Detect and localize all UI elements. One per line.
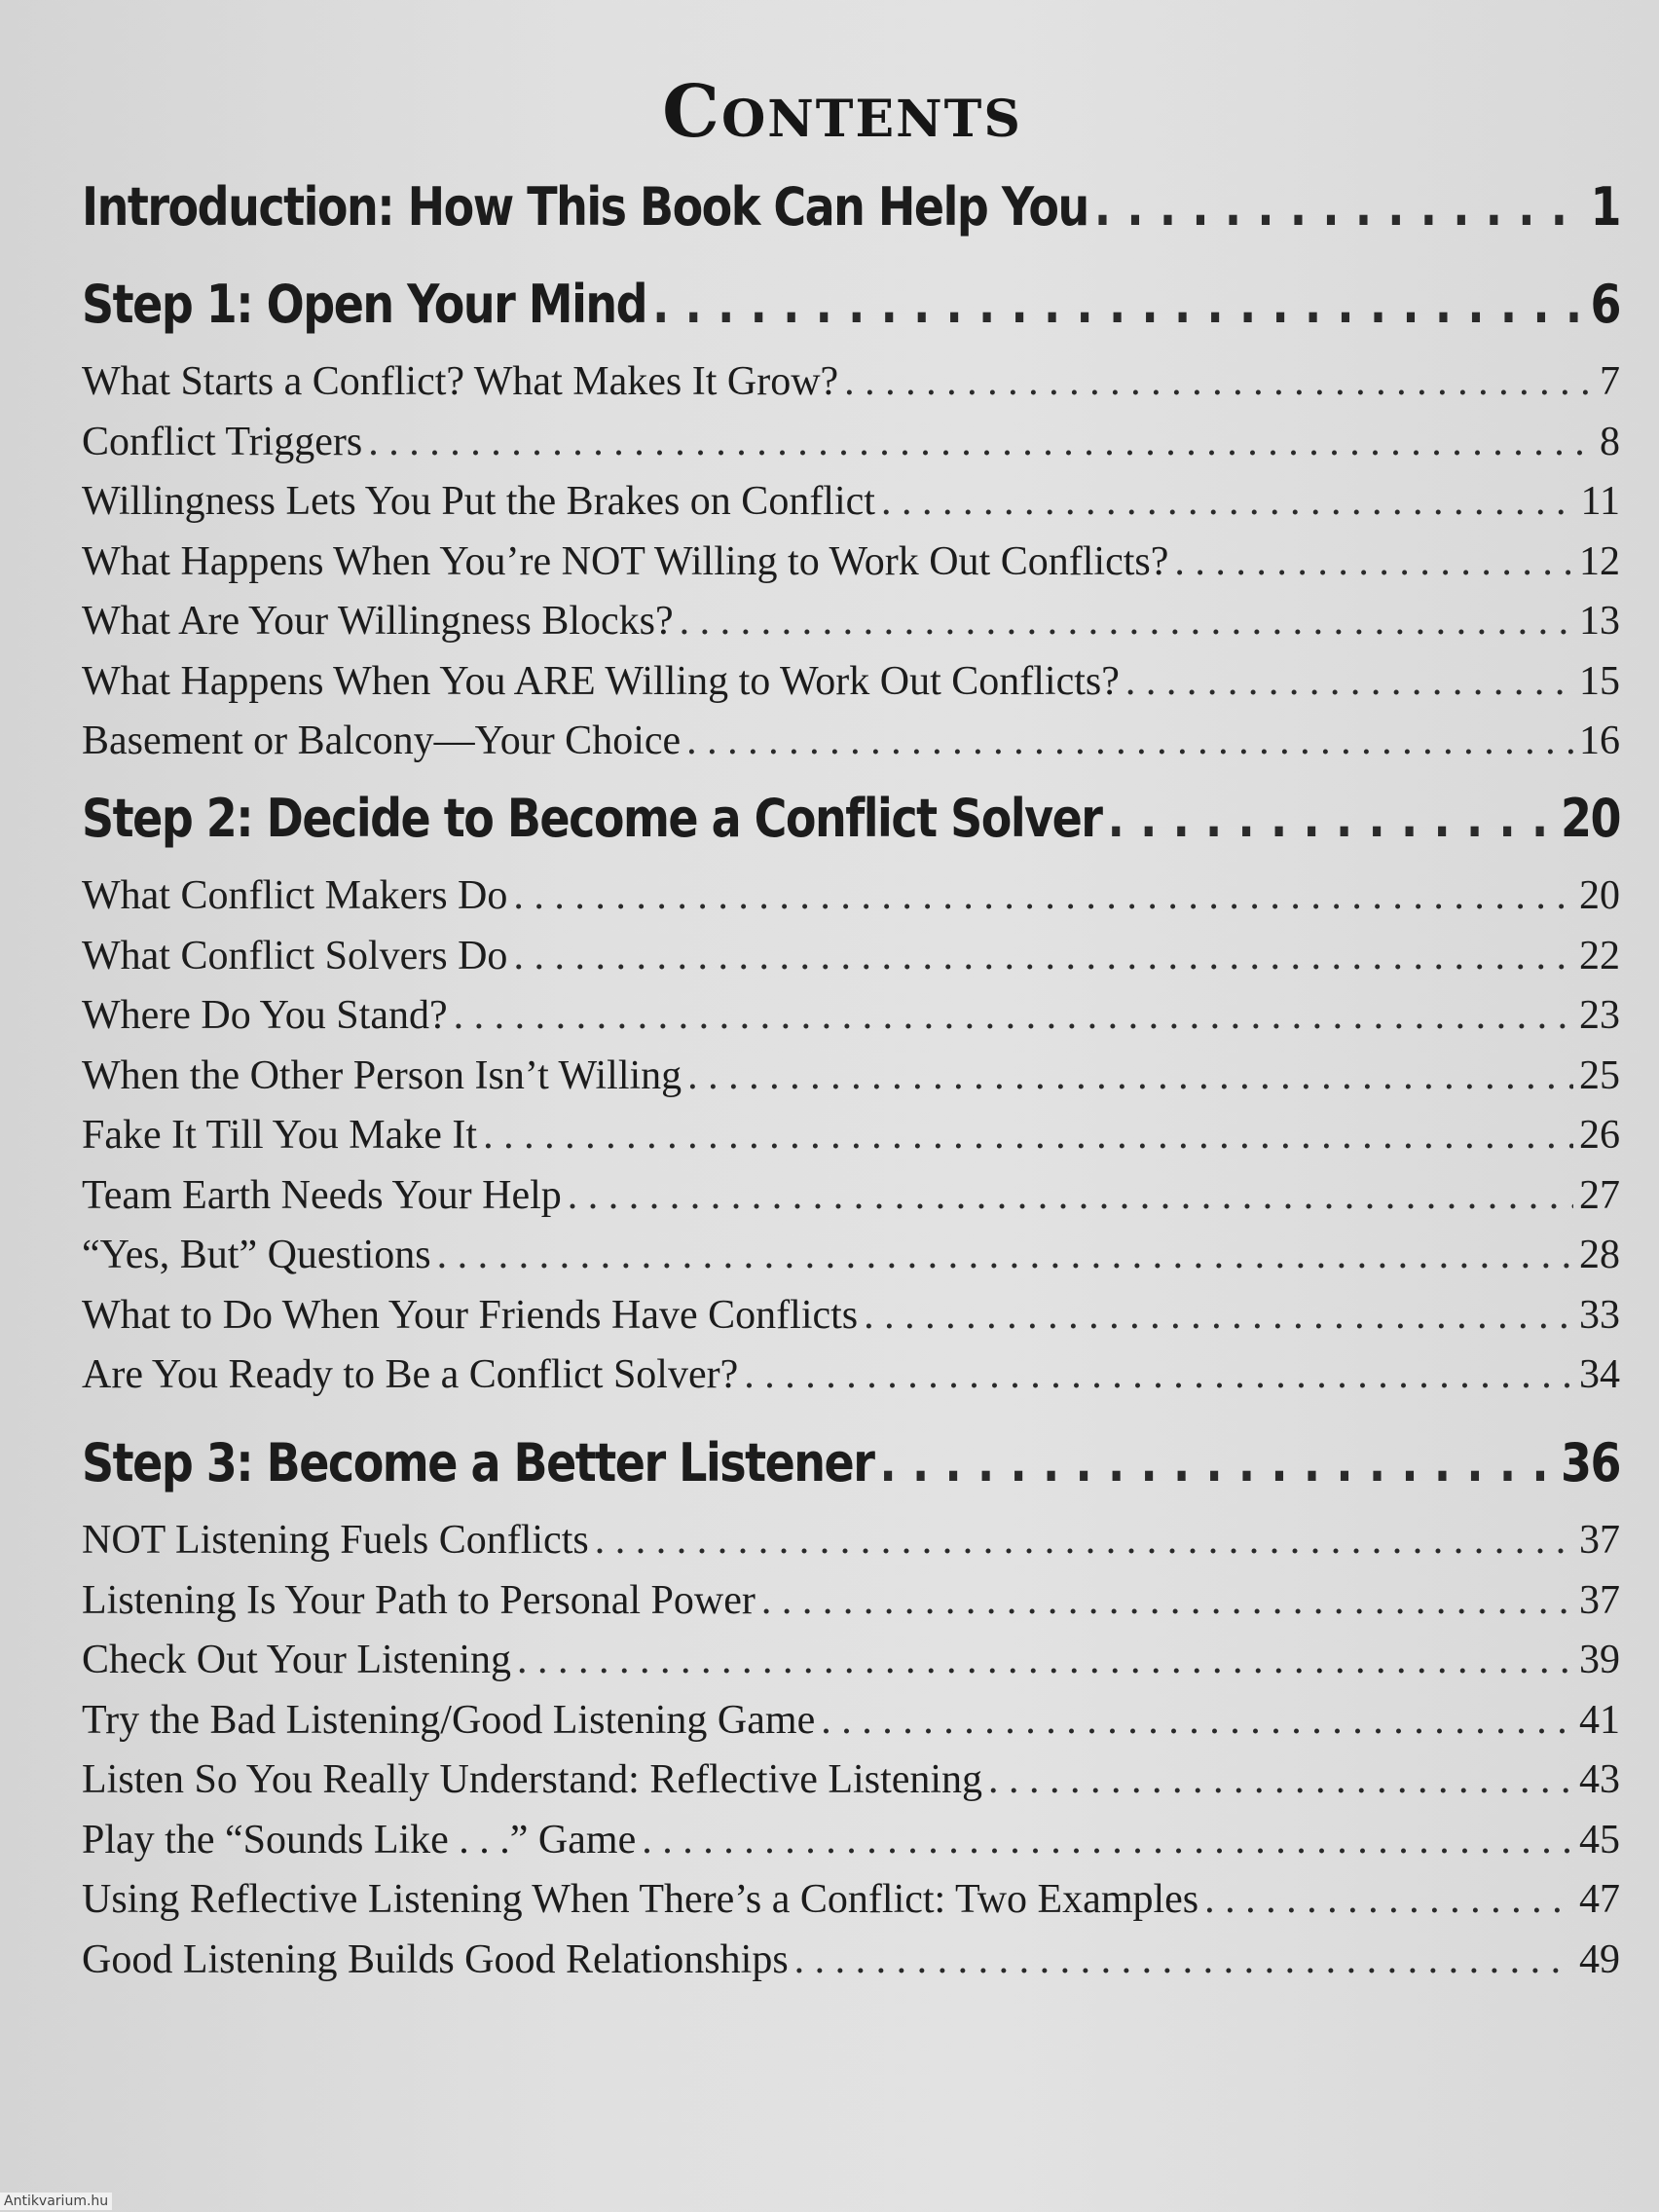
watermark: Antikvarium.hu [0, 2193, 112, 2210]
toc-section-heading [82, 273, 1620, 335]
toc-entry [82, 1577, 1620, 1624]
toc-label: What to Do When Your Friends Have Conflicts [82, 1293, 859, 1338]
dot-leader [454, 992, 1573, 1039]
toc-label: When the Other Person Isn’t Willing [82, 1053, 682, 1098]
toc-page-number: 28 [1579, 1233, 1620, 1277]
toc-page-number: 16 [1579, 719, 1620, 763]
toc-page-number: 1 [1590, 175, 1620, 238]
dot-leader [568, 1172, 1573, 1219]
dot-leader [864, 1292, 1573, 1339]
toc-page-number: 22 [1579, 934, 1620, 978]
toc-label: Introduction: How This Book Can Help You [82, 175, 1088, 238]
toc-page-number: 34 [1579, 1352, 1620, 1397]
toc-label: What Are Your Willingness Blocks? [82, 599, 674, 644]
toc-page-number: 27 [1579, 1173, 1620, 1218]
dot-leader [513, 872, 1573, 919]
toc-section-heading [82, 787, 1620, 849]
toc-entry [82, 992, 1620, 1039]
toc-label: Step 2: Decide to Become a Conflict Solver [82, 787, 1102, 849]
toc-page-number: 20 [1560, 787, 1620, 849]
toc-entry [82, 478, 1620, 525]
toc-label: What Conflict Solvers Do [82, 934, 508, 978]
dot-leader [686, 718, 1573, 764]
toc-page-number: 41 [1579, 1698, 1620, 1743]
dot-leader [595, 1517, 1573, 1564]
dot-leader [821, 1697, 1573, 1744]
dot-leader [988, 1756, 1573, 1803]
toc-page-number: 23 [1579, 993, 1620, 1038]
dot-leader [1204, 1876, 1573, 1923]
toc-label: Fake It Till You Make It [82, 1113, 478, 1158]
toc-entry [82, 658, 1620, 705]
toc-entry [82, 872, 1620, 919]
toc-entry [82, 598, 1620, 645]
toc-page-number: 7 [1600, 359, 1620, 404]
toc-label: Conflict Triggers [82, 420, 363, 464]
toc-label: Are You Ready to Be a Conflict Solver? [82, 1352, 739, 1397]
toc-section-heading [82, 175, 1620, 238]
dot-leader [744, 1351, 1573, 1398]
toc-entry [82, 1052, 1620, 1099]
dot-leader [794, 1936, 1573, 1983]
page-title: Contents [662, 70, 1022, 154]
toc-label: Willingness Lets You Put the Brakes on Conflict [82, 479, 875, 524]
toc-page-number: 13 [1579, 599, 1620, 644]
toc-entry [82, 1637, 1620, 1683]
toc-section-heading [82, 1431, 1620, 1493]
toc-entry [82, 1232, 1620, 1278]
toc-page-number: 8 [1600, 420, 1620, 464]
dot-leader [368, 419, 1594, 465]
toc-label: Basement or Balcony—Your Choice [82, 719, 682, 763]
toc-label: Step 1: Open Your Mind [82, 273, 647, 335]
toc-label: Good Listening Builds Good Relationships [82, 1937, 789, 1982]
toc-label: NOT Listening Fuels Conflicts [82, 1518, 589, 1563]
toc-page-number: 12 [1579, 539, 1620, 584]
dot-leader [517, 1637, 1573, 1683]
toc-entry [82, 1756, 1620, 1803]
dot-leader [1094, 175, 1585, 238]
toc-label: Team Earth Needs Your Help [82, 1173, 562, 1218]
toc-label: What Happens When You’re NOT Willing to Work Out Conflicts? [82, 539, 1169, 584]
toc-entry [82, 538, 1620, 585]
toc-label: Check Out Your Listening [82, 1638, 511, 1682]
toc-label: What Starts a Conflict? What Makes It Grow? [82, 359, 839, 404]
toc-entry [82, 1112, 1620, 1159]
dot-leader [642, 1817, 1573, 1863]
toc-page-number: 26 [1579, 1113, 1620, 1158]
toc-entry [82, 1697, 1620, 1744]
toc-label: Where Do You Stand? [82, 993, 448, 1038]
dot-leader [881, 478, 1575, 525]
toc-page-number: 45 [1579, 1818, 1620, 1862]
toc-label: Using Reflective Listening When There’s a Conflict: Two Examples [82, 1877, 1199, 1922]
dot-leader [437, 1232, 1573, 1278]
dot-leader [680, 598, 1573, 645]
toc-page-number: 20 [1579, 873, 1620, 918]
toc-page-number: 15 [1579, 659, 1620, 704]
toc-label: Play the “Sounds Like . . .” Game [82, 1818, 637, 1862]
toc-label: What Happens When You ARE Willing to Work Out Conflicts? [82, 659, 1120, 704]
toc-entry [82, 1351, 1620, 1398]
toc-label: Step 3: Become a Better Listener [82, 1431, 874, 1493]
toc-page-number: 37 [1579, 1578, 1620, 1623]
toc-entry [82, 1292, 1620, 1339]
toc-page-number: 43 [1579, 1757, 1620, 1802]
dot-leader [652, 273, 1584, 335]
dot-leader [1174, 538, 1573, 585]
toc-page-number: 33 [1579, 1293, 1620, 1338]
toc-entry [82, 718, 1620, 764]
toc-page-number: 11 [1580, 479, 1620, 524]
dot-leader [761, 1577, 1573, 1624]
toc-page-number: 49 [1579, 1937, 1620, 1982]
toc-label: Try the Bad Listening/Good Listening Game [82, 1698, 816, 1743]
toc-entry [82, 1172, 1620, 1219]
toc-page-number: 47 [1579, 1877, 1620, 1922]
toc-label: Listen So You Really Understand: Reflective Listening [82, 1757, 983, 1802]
toc-label: What Conflict Makers Do [82, 873, 508, 918]
toc-page-number: 6 [1590, 273, 1620, 335]
toc-page-number: 37 [1579, 1518, 1620, 1563]
toc-entry [82, 933, 1620, 979]
toc-entry [82, 1517, 1620, 1564]
dot-leader [1107, 787, 1555, 849]
toc-page-number: 39 [1579, 1638, 1620, 1682]
toc-page-number: 25 [1579, 1053, 1620, 1098]
toc-label: Listening Is Your Path to Personal Power [82, 1578, 756, 1623]
toc-entry [82, 419, 1620, 465]
toc-entry [82, 1936, 1620, 1983]
dot-leader [879, 1431, 1555, 1493]
dot-leader [513, 933, 1573, 979]
dot-leader [844, 358, 1594, 405]
toc-entry [82, 1876, 1620, 1923]
dot-leader [687, 1052, 1573, 1099]
toc-label: “Yes, But” Questions [82, 1233, 431, 1277]
toc-entry [82, 1817, 1620, 1863]
dot-leader [1125, 658, 1573, 705]
toc-entry [82, 358, 1620, 405]
dot-leader [483, 1112, 1573, 1159]
toc-page-number: 36 [1560, 1431, 1620, 1493]
